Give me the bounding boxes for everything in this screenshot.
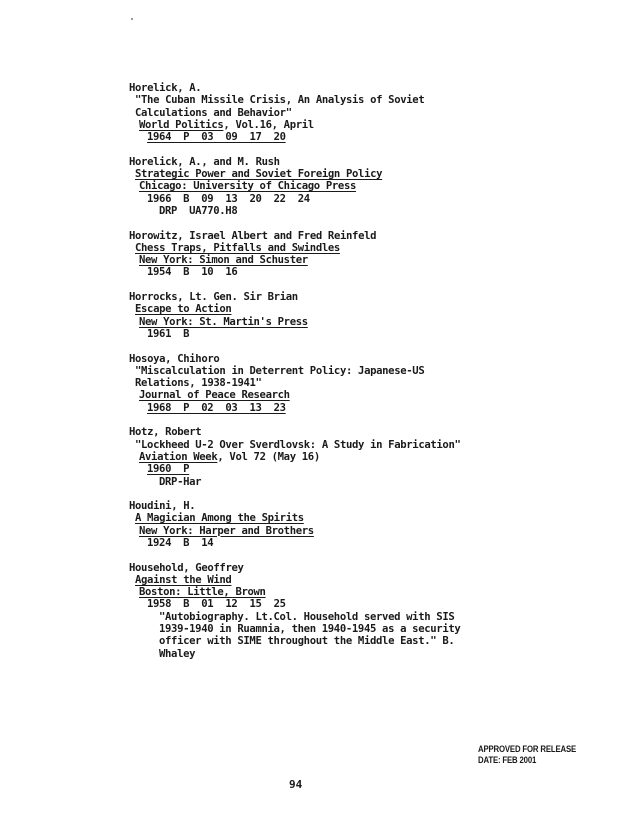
release-stamp-line1: APPROVED FOR RELEASE: [478, 744, 577, 755]
entry-line: Chess Traps, Pitfalls and Swindles: [135, 241, 340, 254]
entry-line: 1924 B 14: [147, 536, 214, 549]
bibliography-entry: [129, 426, 609, 487]
bibliography-entry: [129, 82, 609, 143]
entry-line: Strategic Power and Soviet Foreign Policy: [135, 168, 383, 181]
entry-line: Chicago: University of Chicago Press: [139, 180, 357, 193]
entry-line: 1961 B: [147, 327, 190, 340]
entry-line: Calculations and Behavior": [135, 106, 292, 119]
entry-line: 1968 P 02 03 13 23: [147, 401, 286, 414]
entry-line: 1954 B 10 16: [147, 266, 238, 279]
entry-line: Escape to Action: [135, 303, 232, 316]
entry-line: Journal of Peace Research: [139, 389, 290, 402]
entry-line: Against the Wind: [135, 573, 232, 586]
entry-line: World Politics, Vol.16, April: [139, 118, 314, 131]
entry-line: Whaley: [159, 647, 196, 660]
entry-line: 1966 B 09 13 20 22 24: [147, 192, 310, 205]
release-stamp: [478, 744, 576, 766]
entry-line: New York: Simon and Schuster: [139, 254, 308, 267]
entry-author: Horrocks, Lt. Gen. Sir Brian: [129, 291, 298, 304]
entry-author: Houdini, H.: [129, 500, 196, 513]
entry-line: Boston: Little, Brown: [139, 586, 266, 599]
entry-line: 1964 P 03 09 17 20: [147, 131, 286, 144]
bibliography-list: [129, 82, 609, 672]
bibliography-entry: [129, 500, 609, 549]
entry-line: Relations, 1938-1941": [135, 377, 262, 390]
entry-line: New York: St. Martin's Press: [139, 315, 308, 328]
entry-author: Horelick, A.: [129, 82, 202, 94]
entry-line: New York: Harper and Brothers: [139, 524, 314, 537]
entry-line: 1939-1940 in Ruamnia, then 1940-1945 as a security: [159, 623, 461, 636]
entry-author: Hosoya, Chihoro: [129, 352, 220, 365]
entry-author: Hotz, Robert: [129, 426, 202, 439]
entry-line: DRP UA770.H8: [159, 204, 238, 217]
entry-author: Horelick, A., and M. Rush: [129, 155, 280, 168]
release-stamp-line2: DATE: FEB 2001: [478, 755, 537, 766]
bibliography-entry: [129, 353, 609, 414]
entry-line: 1960 P: [147, 463, 190, 476]
entry-author: Household, Geoffrey: [129, 561, 244, 574]
entry-line: 1958 B 01 12 15 25: [147, 598, 286, 611]
entry-line: DRP-Har: [159, 475, 202, 488]
bibliography-entry: [129, 291, 609, 340]
entry-line: "Miscalculation in Deterrent Policy: Japanese-US: [135, 364, 425, 377]
scan-speck: [131, 18, 133, 20]
bibliography-entry: [129, 230, 609, 279]
entry-line: A Magician Among the Spirits: [135, 512, 304, 525]
entry-line: officer with SIME throughout the Middle East." B.: [159, 635, 455, 648]
entry-line: "The Cuban Missile Crisis, An Analysis of Soviet: [135, 94, 425, 107]
page-number: 94: [289, 778, 303, 791]
entry-line: "Autobiography. Lt.Col. Household served with SIS: [159, 610, 455, 623]
bibliography-entry: [129, 562, 609, 660]
entry-line: "Lockheed U-2 Over Sverdlovsk: A Study in Fabrication": [135, 438, 461, 451]
entry-line: Aviation Week, Vol 72 (May 16): [139, 450, 320, 463]
entry-author: Horowitz, Israel Albert and Fred Reinfeld: [129, 229, 377, 242]
bibliography-entry: [129, 156, 609, 217]
